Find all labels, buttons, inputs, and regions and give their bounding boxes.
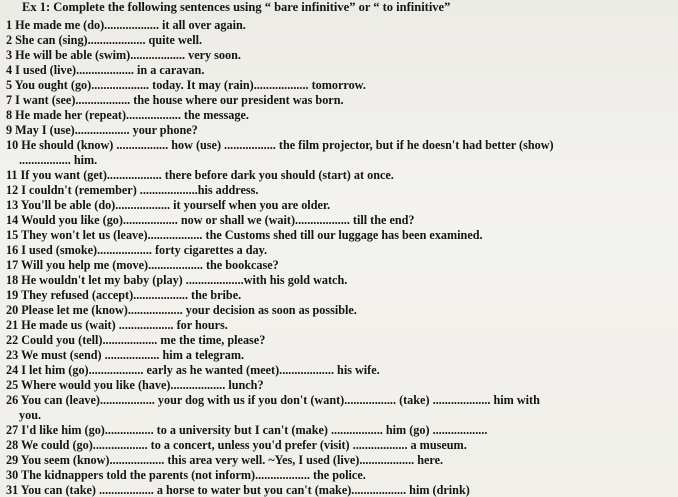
sentence-line: 25 Where would you like (have).................. lunch? — [6, 378, 264, 392]
sentence-line: 11 If you want (get).................. there before dark you should (start) at once. — [6, 168, 394, 182]
sentence-line: 4 I used (live)................... in a caravan. — [6, 63, 205, 77]
sentence-line: 21 He made us (wait) .................. for hours. — [6, 318, 228, 332]
sentence-line: 3 He will be able (swim).................. very soon. — [6, 48, 241, 62]
sentence-line: 16 I used (smoke).................. forty cigarettes a day. — [6, 243, 268, 257]
sentence-line: 30 The kidnappers told the parents (not inform).................. the police. — [6, 468, 366, 482]
sentence-line: 14 Would you like (go).................. now or shall we (wait).................. till the end? — [6, 213, 415, 227]
sentence-line: ................. him. — [19, 153, 98, 167]
sentence-line: 31 You can (take) .................. a horse to water but you can't (make).................. him (drink) — [6, 483, 470, 497]
sentence-line: 19 They refused (accept).................. the bribe. — [6, 288, 242, 302]
sentence-line: 27 I'd like him (go)................ to a university but I can't (make) ................. him (go) .................. — [6, 423, 488, 437]
sentence-line: 13 You'll be able (do).................. it yourself when you are older. — [6, 198, 331, 212]
sentence-line: 9 May I (use).................. your phone? — [6, 123, 198, 137]
sentence-line: 24 I let him (go).................. early as he wanted (meet).................. his wife. — [6, 363, 380, 377]
sentence-line: 26 You can (leave).................. your dog with us if you don't (want)................. (take) ................... him with — [6, 393, 540, 407]
sentence-line: 12 I couldn't (remember) ...................his address. — [6, 183, 259, 197]
sentence-line: 2 She can (sing)................... quite well. — [6, 33, 203, 47]
sentence-line: 18 He wouldn't let my baby (play) ...................with his gold watch. — [6, 273, 348, 287]
exercise-heading: Ex 1: Complete the following sentences using “ bare infinitive” or “ to infinitive” — [22, 0, 451, 14]
sentence-line: 28 We could (go).................. to a concert, unless you'd prefer (visit) .................. a museum. — [6, 438, 467, 452]
sentence-line: 17 Will you help me (move).................. the bookcase? — [6, 258, 279, 272]
sentence-line: 1 He made me (do).................. it all over again. — [6, 18, 246, 32]
sentence-line: 23 We must (send) .................. him a telegram. — [6, 348, 245, 362]
sentence-line: you. — [19, 408, 42, 422]
sentence-line: 7 I want (see).................. the house where our president was born. — [6, 93, 344, 107]
sentence-line: 20 Please let me (know).................. your decision as soon as possible. — [6, 303, 357, 317]
sentence-line: 5 You ought (go)................... today. It may (rain).................. tomorrow. — [6, 78, 366, 92]
sentence-line: 22 Could you (tell).................. me the time, please? — [6, 333, 266, 347]
sentence-line: 29 You seem (know).................. this area very well. ~Yes, I used (live).................. here. — [6, 453, 444, 467]
sentence-line: 15 They won't let us (leave).................. the Customs shed till our luggage has been examined. — [6, 228, 483, 242]
sentence-line: 8 He made her (repeat).................. the message. — [6, 108, 249, 122]
sentence-line: 10 He should (know) ................. how (use) ................. the film projector, but if he doesn't had better (show) — [6, 138, 554, 152]
